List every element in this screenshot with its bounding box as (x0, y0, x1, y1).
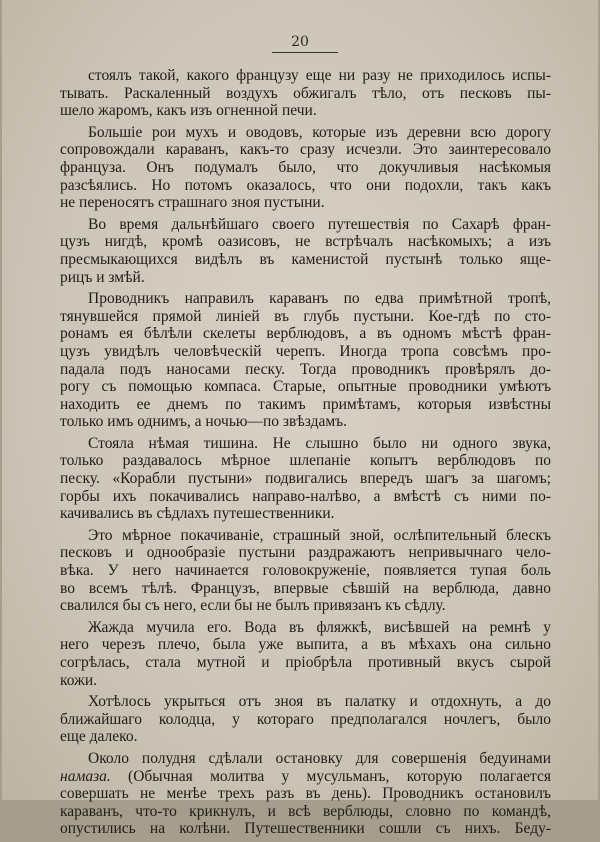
text-line: тянувшейся прямой линіей въ глубь пустыни. Кое-гдѣ по сто- (60, 307, 551, 325)
paragraph (60, 290, 551, 431)
text-line: песку. «Корабли пустыни» подвигались впередъ шагъ за шагомъ; (60, 470, 551, 488)
paragraph (60, 527, 551, 615)
text-line: намаза. (Обычная молитва у мусульманъ, которую полагается (60, 767, 551, 785)
text-line: цузъ увидѣлъ человѣческій черепъ. Иногда тропа совсѣмъ про- (60, 342, 551, 360)
text-line: Хотѣлось укрыться отъ зноя въ палатку и отдохнуть, а до (88, 693, 551, 711)
text-line: песковъ и однообразіе пустыни раздражаютъ непривычнаго чело- (60, 544, 551, 562)
text-line: него черезъ плечо, была уже выпита, а въ мѣхахъ она сильно (60, 636, 551, 654)
text-line: находить ее днемъ по такимъ примѣтамъ, которыя извѣстны (60, 395, 551, 413)
italic-term: намаза. (60, 767, 111, 785)
text-line: ронамъ ея бѣлѣли скелеты верблюдовъ, а въ одномъ мѣстѣ фран- (60, 325, 551, 343)
paragraph (60, 216, 551, 286)
text-line: ближайшаго колодца, у котораго предполагался ночлегъ, было (60, 710, 551, 728)
text-line: горбы ихъ покачивались направо-налѣво, а вмѣстѣ съ ними по- (60, 487, 551, 505)
text-line: только раздавалось мѣрное шлепаніе копытъ верблюдовъ по (60, 452, 551, 470)
text-line: вѣка. У него начинается головокруженіе, появляется тупая боль (60, 562, 551, 580)
text-line: Стояла нѣмая тишина. Не слышно было ни одного звука, (88, 434, 551, 452)
paragraph (60, 750, 551, 838)
text-line: француза. Онъ подумалъ было, что докучливыя насѣкомыя (60, 158, 551, 176)
text-line: только имъ однимъ, а ночью—по звѣздамъ. (60, 413, 348, 431)
text-line: Жажда мучила его. Вода въ фляжкѣ, висѣвшей на ремнѣ у (88, 618, 551, 636)
paragraph (60, 619, 551, 689)
text-line: Большіе рои мухъ и оводовъ, которые изъ деревни всю дорогу (88, 123, 551, 141)
book-page (2, 0, 598, 838)
text-line: караванъ, что-то крикнулъ, и всѣ верблюды, словно по командѣ, (60, 802, 551, 820)
page-number-rule (272, 52, 338, 53)
text-line: шело жаромъ, какъ изъ огненной печи. (60, 102, 317, 120)
text-line: Проводникъ направилъ караванъ по едва примѣтной тропѣ, (88, 290, 551, 308)
text-line: еще далеко. (60, 728, 138, 746)
text-line: опустились на колѣни. Путешественники сошли съ нихъ. Беду- (60, 820, 551, 838)
text-line: падала подъ наносами песку. Тогда проводникъ провѣрялъ до- (60, 360, 551, 378)
text-line: рицъ и змѣй. (60, 268, 145, 286)
body-text (60, 67, 551, 842)
page-number: 20 (291, 34, 309, 50)
text-line: во всемъ тѣлѣ. Французъ, впервые сѣвшій на верблюда, давно (60, 579, 551, 597)
text-line: рогу съ помощью компаса. Старые, опытные проводники умѣютъ (60, 378, 551, 396)
text-line: Во время дальнѣйшаго своего путешествія по Сахарѣ фран- (88, 215, 551, 233)
text-line: качивались въ сѣдлахъ путешественники. (60, 505, 335, 523)
paragraph (60, 693, 551, 746)
text-line: свалился бы съ него, если бы не былъ привязанъ къ сѣдлу. (60, 597, 446, 615)
text-line: цузъ нигдѣ, кромѣ оазисовъ, не встрѣчалъ насѣкомыхъ; а изъ (60, 233, 551, 251)
paragraph (60, 435, 551, 523)
text-line: Это мѣрное покачиваніе, страшный зной, ослѣпительный блескъ (88, 526, 551, 544)
text-line: стоялъ такой, какого французу еще ни разу не приходилось испы- (88, 67, 551, 84)
text-line: согрѣлась, стала мутной и пріобрѣла противный вкусъ сырой (60, 654, 551, 671)
text-line: тывать. Раскаленный воздухъ обжигалъ тѣло, отъ песковъ пы- (60, 84, 551, 102)
text-line: Около полудня сдѣлали остановку для совершенія бедуинами (88, 749, 551, 767)
text-line: сопровождали караванъ, какъ-то сразу исчезли. Это заинтересовало (60, 141, 551, 159)
text-line: разсѣялись. Но потомъ оказалось, что они подохли, такъ какъ (60, 176, 551, 194)
text-line: кожи. (60, 671, 97, 689)
text-line: не переносятъ страшнаго зноя пустыни. (60, 194, 325, 212)
text-line: пресмыкающихся видѣлъ въ каменистой пустынѣ только яще- (60, 250, 551, 268)
paragraph (60, 67, 551, 120)
paragraph (60, 124, 551, 212)
text-line: совершать не менѣе трехъ разъ въ день). Проводникъ остановилъ (60, 785, 551, 803)
